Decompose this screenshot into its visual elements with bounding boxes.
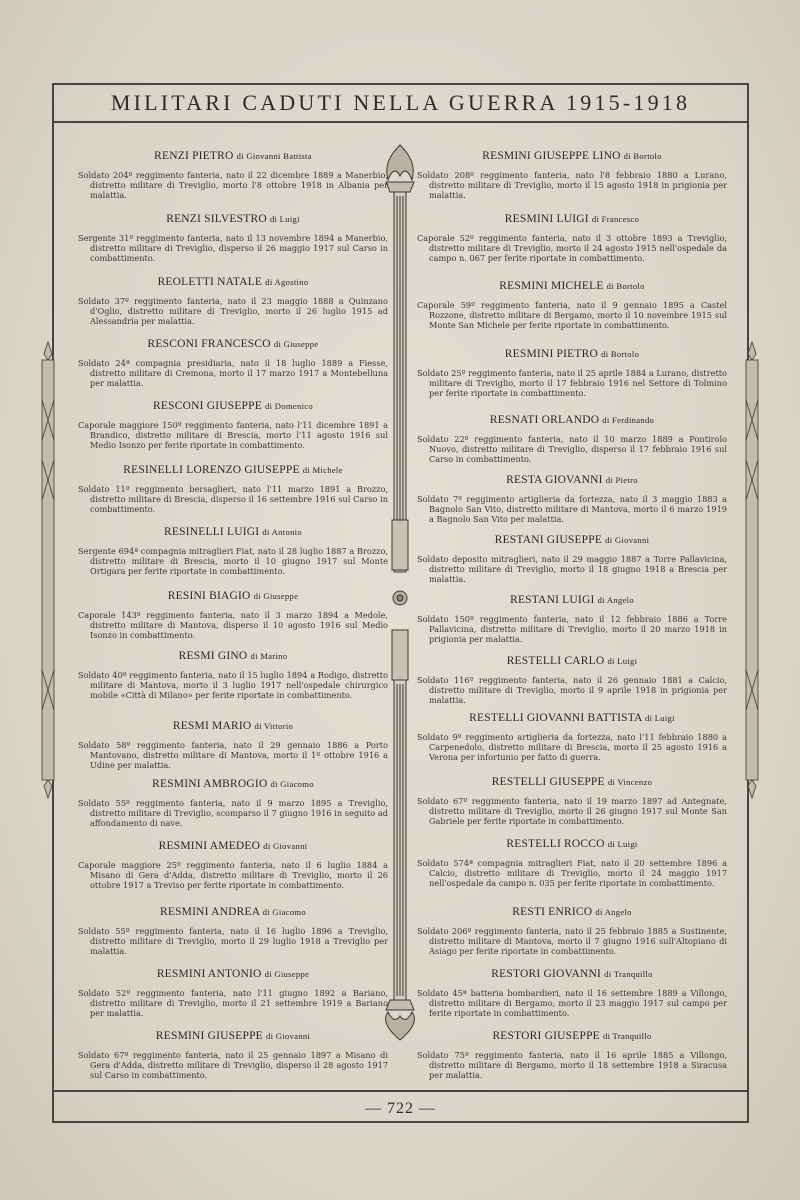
page-title: MILITARI CADUTI NELLA GUERRA 1915-1918 [110, 90, 691, 115]
entry-name: RESTORI GIUSEPPE [492, 1030, 600, 1042]
entry-text: Soldato 150º reggimento fanteria, nato il 12 febbraio 1886 a Torre Pallavicina, distretto militare di Treviglio, morto il 20 marzo 1918 in prigionia per malattia. [417, 614, 727, 644]
entry-name: RESTELLI GIUSEPPE [491, 776, 605, 788]
list-item [78, 720, 388, 770]
list-item [417, 712, 727, 762]
entry-name: RESINELLI LORENZO GIUSEPPE [123, 464, 300, 476]
entry-text: Soldato 9º reggimento artiglieria da fortezza, nato l'11 febbraio 1880 a Carpenedolo, distretto militare di Brescia, morto il 25 agosto 1916 a Verona per infortunio per fatto di guerra. [417, 732, 727, 762]
entry-text: Soldato 52º reggimento fanteria, nato l'11 giugno 1892 a Bariano, distretto militare di Treviglio, morto il 21 settembre 1919 a Bariano per malattia. [78, 988, 388, 1018]
entry-text: Soldato deposito mitraglieri, nato il 29 maggio 1887 a Torre Pallavicina, distretto militare di Treviglio, morto il 18 giugno 1918 a Brescia per malattia. [417, 554, 727, 584]
entry-father: di Agostino [265, 277, 309, 287]
entry-father: di Bortolo [606, 281, 645, 291]
list-item [78, 526, 388, 576]
entry-father: di Giacomo [262, 907, 307, 917]
entry-name: RESTI ENRICO [512, 906, 593, 918]
entry-text: Soldato 45ª batteria bombardieri, nato il 16 settembre 1889 a Villongo, distretto militare di Bergamo, morto il 23 maggio 1917 sul campo per ferite riportate in combattimento. [417, 988, 727, 1018]
entry-name: RESCONI GIUSEPPE [153, 400, 262, 412]
entry-father: di Giovanni Battista [236, 151, 312, 161]
list-item [417, 838, 727, 888]
entry-name: RESNATI ORLANDO [489, 414, 600, 426]
entry-father: di Michele [302, 465, 343, 475]
list-item [417, 655, 727, 705]
entry-text: Caporale 59º reggimento fanteria, nato il 9 gennaio 1895 a Castel Rozzone, distretto militare di Bergamo, morto il 10 novembre 1915 sul Monte San Michele per ferite riportate in combattimento. [417, 300, 727, 330]
entry-text: Soldato 55º reggimento fanteria, nato il 16 luglio 1896 a Treviglio, distretto militare di Treviglio, morto il 29 luglio 1918 a Treviglio per malattia. [78, 926, 388, 956]
entry-name: RESMINI LUIGI [504, 213, 589, 225]
entry-text: Soldato 58º reggimento fanteria, nato il 29 gennaio 1886 a Porto Mantovano, distretto militare di Mantova, morto il 1º ottobre 1916 a Udine per malattia. [78, 740, 388, 770]
left-fasces-ornament [38, 340, 58, 800]
list-item [78, 590, 388, 640]
list-item [417, 776, 727, 826]
right-fasces-ornament [742, 340, 762, 800]
entry-text: Soldato 75º reggimento fanteria, nato il 16 aprile 1885 a Villongo, distretto militare di Bergamo, morto il 18 settembre 1918 a Siracusa per malattia. [417, 1050, 727, 1080]
list-item [78, 650, 388, 700]
entry-father: di Luigi [269, 214, 300, 224]
entry-text: Soldato 40º reggimento fanteria, nato il 15 luglio 1894 a Rodigo, distretto militare di Mantova, morto il 3 luglio 1917 nell'ospedale chirurgico mobile «Città di Milano» per ferite riportate in combattimento. [78, 670, 388, 700]
entry-text: Soldato 116º reggimento fanteria, nato il 26 gennaio 1881 a Calcio, distretto militare di Treviglio, morto il 9 aprile 1918 in prigionia per malattia. [417, 675, 727, 705]
entry-name: RESMINI AMBROGIO [152, 778, 268, 790]
entry-father: di Giacomo [270, 779, 314, 789]
entry-text: Caporale 143º reggimento fanteria, nato il 3 marzo 1894 a Medole, distretto militare di Mantova, disperso il 10 agosto 1916 sul Medio Isonzo in combattimento. [78, 610, 388, 640]
entry-father: di Marino [250, 651, 288, 661]
entry-father: di Vittorio [254, 721, 294, 731]
list-item [78, 778, 388, 828]
entry-name: RESINI BIAGIO [167, 590, 251, 602]
list-item [417, 906, 727, 956]
entry-father: di Giuseppe [273, 339, 319, 349]
entry-text: Soldato 206º reggimento fanteria, nato il 25 febbraio 1885 a Sustinente, distretto militare di Mantova, morto il 7 giugno 1916 sull'Altopiano di Asiago per ferite riportate in combattimento. [417, 926, 727, 956]
entry-text: Soldato 67º reggimento fanteria, nato il 19 marzo 1897 ad Antegnate, distretto militare di Treviglio, morto il 26 giugno 1917 sul Monte San Gabriele per ferite riportate in combattimento. [417, 796, 727, 826]
entry-father: di Luigi [607, 656, 638, 666]
entry-father: di Giovanni [605, 535, 650, 545]
entry-father: di Tranquillo [602, 1031, 652, 1041]
list-item [78, 464, 388, 514]
list-item [78, 213, 388, 263]
list-item [78, 906, 388, 956]
entry-text: Soldato 574ª compagnia mitraglieri Fiat, nato il 20 settembre 1896 a Calcio, distretto militare di Treviglio, morto il 24 maggio 1917 nell'ospedale da campo n. 035 per ferite riportate in combattimento. [417, 858, 727, 888]
entry-father: di Francesco [591, 214, 640, 224]
entry-text: Soldato 204º reggimento fanteria, nato il 22 dicembre 1889 a Manerbio, distretto militare di Treviglio, morto l'8 ottobre 1918 in Albania per malattia. [78, 170, 388, 200]
entry-name: RESMINI GIUSEPPE [155, 1030, 263, 1042]
entry-name: RESMINI MICHELE [499, 280, 604, 292]
entry-father: di Angelo [597, 595, 634, 605]
entry-name: REOLETTI NATALE [157, 276, 263, 288]
list-item [417, 474, 727, 524]
page-number: — 722 — [365, 1100, 436, 1117]
entry-text: Caporale 52º reggimento fanteria, nato il 3 ottobre 1893 a Treviglio, distretto militare di Treviglio, morto il 24 agosto 1915 nell'ospedale da campo n. 067 per ferite riportate in combattimento. [417, 233, 727, 263]
entry-father: di Vincenzo [607, 777, 653, 787]
entry-name: RESTELLI CARLO [506, 655, 605, 667]
list-item [78, 1030, 388, 1080]
entry-name: RESMINI ANTONIO [156, 968, 262, 980]
entry-name: RESMI MARIO [172, 720, 252, 732]
entry-name: RESTA GIOVANNI [506, 474, 603, 486]
entry-name: RESTORI GIOVANNI [491, 968, 602, 980]
entry-text: Soldato 24ª compagnia presidiaria, nato il 18 luglio 1889 a Fiesse, distretto militare di Cremona, morto il 17 marzo 1917 a Montebelluna per malattia. [78, 358, 388, 388]
list-item [417, 280, 727, 330]
entry-text: Caporale maggiore 25º reggimento fanteria, nato il 6 luglio 1884 a Misano di Gera d'Adda, distretto militare di Treviglio, morto il 26 ottobre 1917 a Treviso per ferite riportate in combattimento. [78, 860, 388, 890]
entry-name: RESTELLI ROCCO [506, 838, 605, 850]
list-item [78, 338, 388, 388]
list-item [78, 150, 388, 200]
list-item [78, 276, 388, 326]
entry-father: di Pietro [605, 475, 638, 485]
entry-father: di Angelo [595, 907, 632, 917]
title-band [52, 83, 749, 123]
list-item [417, 348, 727, 398]
entry-text: Caporale maggiore 150º reggimento fanteria, nato l'11 dicembre 1891 a Brandico, distretto militare di Brescia, morto l'11 agosto 1916 sul Medio Isonzo per ferite riportate in combattimento. [78, 420, 388, 450]
entry-name: RESMINI AMEDEO [158, 840, 261, 852]
list-item [417, 1030, 727, 1080]
entry-father: di Antonio [262, 527, 302, 537]
footer [52, 1090, 749, 1123]
entry-name: RENZI PIETRO [154, 150, 234, 162]
list-item [417, 968, 727, 1018]
entry-name: RESMINI PIETRO [504, 348, 599, 360]
entry-text: Soldato 7º reggimento artiglieria da fortezza, nato il 3 maggio 1883 a Bagnolo San Vito, distretto militare di Mantova, morto il 6 marzo 1919 a Bagnolo San Vito per malattia. [417, 494, 727, 524]
entry-father: di Giuseppe [253, 591, 299, 601]
entry-name: RESTANI LUIGI [510, 594, 595, 606]
entry-father: di Giovanni [263, 841, 308, 851]
entry-text: Sergente 31º reggimento fanteria, nato il 13 novembre 1894 a Manerbio, distretto militare di Treviglio, disperso il 26 maggio 1917 sul Carso in combattimento. [78, 233, 388, 263]
entry-name: RESINELLI LUIGI [164, 526, 260, 538]
entry-father: di Luigi [644, 713, 675, 723]
list-item [417, 414, 727, 464]
entry-father: di Giovanni [265, 1031, 311, 1041]
entry-name: RESTELLI GIOVANNI BATTISTA [469, 712, 642, 724]
entry-text: Soldato 55º reggimento fanteria, nato il 9 marzo 1895 a Treviglio, distretto militare di Treviglio, scomparso il 7 giugno 1916 in seguito ad affondamento di nave. [78, 798, 388, 828]
entry-text: Soldato 22º reggimento fanteria, nato il 10 marzo 1889 a Pontirolo Nuovo, distretto militare di Treviglio, disperso il 17 febbraio 1916 sul Carso in combattimento. [417, 434, 727, 464]
entry-name: RESTANI GIUSEPPE [494, 534, 603, 546]
entry-text: Soldato 25º reggimento fanteria, nato il 25 aprile 1884 a Lurano, distretto militare di Treviglio, morto il 17 febbraio 1916 nel Settore di Tolmino per ferite riportate in combattimento. [417, 368, 727, 398]
list-item [78, 400, 388, 450]
list-item [417, 534, 727, 584]
entry-father: di Giuseppe [264, 969, 310, 979]
entry-father: di Domenico [265, 401, 313, 411]
entry-name: RESMINI ANDREA [159, 906, 260, 918]
entry-name: RESCONI FRANCESCO [147, 338, 271, 350]
entry-father: di Luigi [607, 839, 638, 849]
entry-name: RESMI GINO [178, 650, 248, 662]
entry-father: di Bortolo [623, 151, 662, 161]
list-item [78, 968, 388, 1018]
entry-text: Soldato 67º reggimento fanteria, nato il 25 gennaio 1897 a Misano di Gera d'Adda, distretto militare di Treviglio, disperso il 28 agosto 1917 sul Carso in combattimento. [78, 1050, 388, 1080]
entry-father: di Tranquillo [604, 969, 653, 979]
entry-text: Soldato 37º reggimento fanteria, nato il 23 maggio 1888 a Quinzano d'Oglio, distretto militare di Treviglio, morto il 26 luglio 1915 ad Alessandria per malattia. [78, 296, 388, 326]
entry-text: Soldato 208º reggimento fanteria, nato l'8 febbraio 1880 a Lurano, distretto militare di Treviglio, morto il 15 agosto 1918 in prigionia per malattia. [417, 170, 727, 200]
list-item [417, 213, 727, 263]
list-item [78, 840, 388, 890]
entry-text: Sergente 694ª compagnia mitraglieri Fiat, nato il 28 luglio 1887 a Brozzo, distretto militare di Brescia, morto il 10 giugno 1917 sul Monte Ortigara per ferite riportate in combattimento. [78, 546, 388, 576]
entry-name: RESMINI GIUSEPPE LINO [482, 150, 621, 162]
list-item [417, 594, 727, 644]
entry-text: Soldato 11º reggimento bersaglieri, nato l'11 marzo 1891 a Brozzo, distretto militare di Brescia, disperso il 16 settembre 1916 sul Carso in combattimento. [78, 484, 388, 514]
entry-father: di Ferdinando [602, 415, 655, 425]
list-item [417, 150, 727, 200]
entry-father: di Bortolo [601, 349, 640, 359]
entry-name: RENZI SILVESTRO [166, 213, 267, 225]
